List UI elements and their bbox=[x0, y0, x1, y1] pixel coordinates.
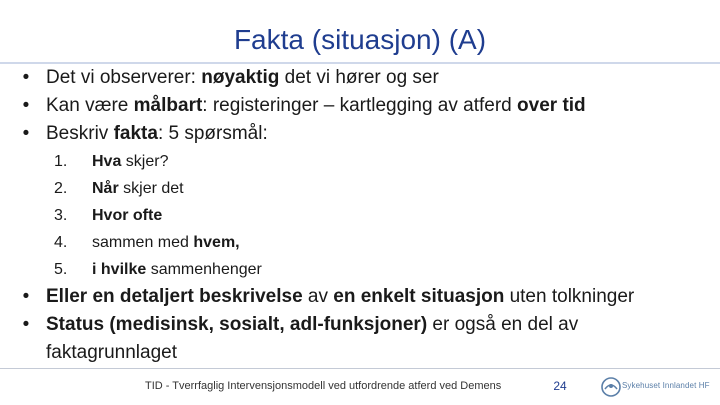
bold-text: Eller en detaljert beskrivelse bbox=[46, 286, 303, 307]
text-run: uten tolkninger bbox=[504, 286, 635, 307]
text-run: er også en del av faktagrunnlaget bbox=[46, 314, 579, 363]
question-number: 2. bbox=[54, 180, 68, 197]
text-run: : registeringer – kartlegging av atferd bbox=[202, 95, 518, 116]
text-run: det vi hører og ser bbox=[279, 67, 439, 88]
hospital-logo bbox=[598, 374, 714, 400]
bullet-item bbox=[12, 120, 702, 148]
slide-title: Fakta (situasjon) (A) bbox=[233, 24, 487, 55]
bullet-item bbox=[12, 283, 702, 311]
text-run: Beskriv bbox=[46, 123, 114, 144]
text-run: skjer? bbox=[121, 153, 169, 170]
bullet-item bbox=[12, 311, 702, 367]
footer-divider bbox=[0, 368, 720, 369]
question-item bbox=[54, 175, 454, 202]
bold-text: Status (medisinsk, sosialt, adl-funksjoner) bbox=[46, 314, 428, 335]
question-item bbox=[54, 148, 454, 175]
question-number: 5. bbox=[54, 261, 68, 278]
bold-text: hvem, bbox=[193, 234, 240, 251]
bullet-icon: • bbox=[22, 314, 30, 335]
bold-text: over tid bbox=[517, 95, 586, 116]
logo-text: Sykehuset Innlandet HF bbox=[622, 381, 710, 390]
bold-text: nøyaktig bbox=[201, 67, 280, 88]
bold-text: Når bbox=[92, 180, 119, 197]
bold-text: fakta bbox=[113, 123, 158, 144]
bullet-icon: • bbox=[22, 286, 30, 307]
text-run: sammenhenger bbox=[146, 261, 262, 278]
question-number: 3. bbox=[54, 207, 68, 224]
text-run: av bbox=[302, 286, 334, 307]
bold-text: Hva bbox=[92, 153, 122, 170]
text-run: : 5 spørsmål: bbox=[157, 123, 268, 144]
text-run: skjer det bbox=[118, 180, 184, 197]
question-item bbox=[54, 229, 454, 256]
bullet-icon: • bbox=[22, 67, 30, 88]
bold-text: i hvilke bbox=[92, 261, 147, 278]
bullet-icon: • bbox=[22, 123, 30, 144]
bullet-list-top bbox=[12, 64, 702, 148]
numbered-question-list bbox=[54, 148, 454, 283]
bullet-item bbox=[12, 64, 702, 92]
bold-text: en enkelt situasjon bbox=[333, 286, 505, 307]
bullet-list-bottom bbox=[12, 283, 702, 367]
text-run: sammen med bbox=[92, 234, 194, 251]
bold-text: Hvor ofte bbox=[92, 207, 163, 224]
bullet-item bbox=[12, 92, 702, 120]
question-item bbox=[54, 202, 454, 229]
logo-emblem-icon bbox=[600, 376, 622, 398]
text-run: Det vi observerer: bbox=[46, 67, 202, 88]
bullet-icon: • bbox=[22, 95, 30, 116]
text-run: Kan være bbox=[46, 95, 134, 116]
page-number: 24 bbox=[553, 379, 567, 393]
question-number: 4. bbox=[54, 234, 68, 251]
bold-text: målbart bbox=[133, 95, 203, 116]
question-number: 1. bbox=[54, 153, 68, 170]
footer-text: TID - Tverrfaglig Intervensjonsmodell ved utfordrende atferd ved Demens bbox=[145, 380, 502, 392]
question-item bbox=[54, 256, 454, 283]
